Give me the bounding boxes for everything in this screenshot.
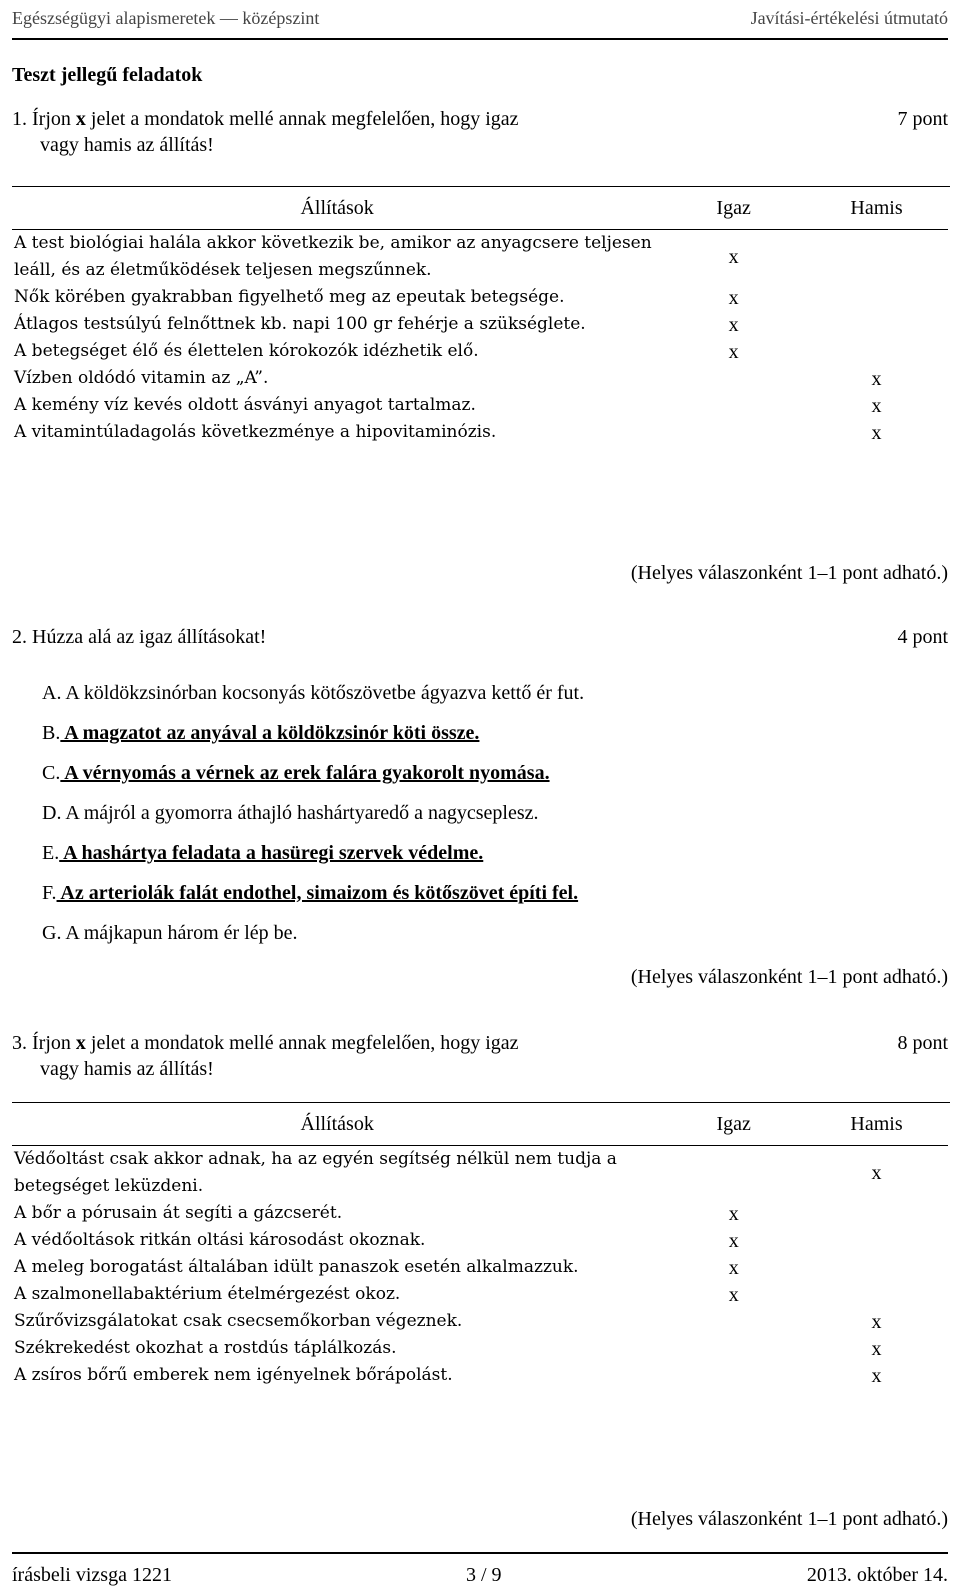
header-statements: Állítások [300,1112,374,1135]
false-mark-cell [805,1227,948,1254]
false-mark-cell [805,1254,948,1281]
option-text: A májról a gyomorra áthajló hashártyaredő a nagycseplesz. [61,802,539,824]
question-1-points: 7 pont [897,108,948,130]
true-mark-cell [662,392,805,419]
statement-cell: Védőoltást csak akkor adnak, ha az egyén segítség nélkül nem tudja a betegséget leküzdeni. [14,1149,617,1196]
statement-cell: A szalmonellabaktérium ételmérgezést okoz. [14,1284,401,1304]
header-false: Hamis [850,197,903,219]
true-mark-cell: x [728,340,739,363]
footer-rule [12,1552,948,1554]
true-mark-cell: x [728,1256,739,1279]
header-true: Igaz [716,197,751,219]
scoring-note-2: (Helyes válaszonként 1–1 pont adható.) [630,966,948,988]
table-row [12,1335,948,1362]
option-letter: G. [42,922,62,944]
footer-exam-id: írásbeli vizsga 1221 [12,1564,172,1586]
answer-option [42,880,584,920]
table-row [12,284,948,311]
option-text: A köldökzsinórban kocsonyás kötőszövetbe ágyazva kettő ér fut. [61,682,585,704]
false-mark-cell [805,230,948,285]
false-mark-cell [805,338,948,365]
statement-cell: Nők körében gyakrabban figyelhető meg az epeutak betegsége. [14,287,565,307]
scoring-note-3: (Helyes válaszonként 1–1 pont adható.) [630,1508,948,1530]
option-text: A májkapun három ér lép be. [61,922,298,944]
false-mark-cell: x [871,367,882,390]
false-mark-cell [805,1281,948,1308]
false-mark-cell [805,311,948,338]
page-header [12,0,948,34]
answer-option [42,720,584,760]
true-mark-cell: x [728,246,739,268]
statement-cell: A zsíros bőrű emberek nem igényelnek bőrápolást. [14,1365,453,1385]
section-title: Teszt jellegű feladatok [12,64,203,86]
table-row [12,392,948,419]
false-mark-cell: x [871,1310,882,1333]
option-text: A vérnyomás a vérnek az erek falára gyakorolt nyomása. [60,762,550,784]
table-row [12,1227,948,1254]
question-3-text: 3. Írjon x jelet a mondatok mellé annak megfelelően, hogy igaz vagy hamis az állítás! [12,1032,519,1080]
table-row [12,338,948,365]
statements-table-1 [12,187,948,446]
true-mark-cell: x [728,1283,739,1306]
option-text: A magzatot az anyával a köldökzsinór köti össze. [60,722,480,744]
option-letter: A. [42,682,62,704]
statement-cell: A kemény víz kevés oldott ásványi anyagot tartalmaz. [14,395,476,415]
false-mark-cell: x [871,1364,882,1387]
table-row [12,419,948,446]
table-header-row [12,1103,948,1146]
false-mark-cell: x [871,1162,882,1184]
table-row [12,1281,948,1308]
option-letter: B. [42,722,61,744]
option-letter: D. [42,802,62,824]
true-mark-cell: x [728,286,739,309]
statement-cell: A meleg borogatást általában idült panaszok esetén alkalmazzuk. [14,1257,579,1277]
option-letter: F. [42,882,57,904]
statement-cell: A védőoltások ritkán oltási károsodást okoznak. [14,1230,426,1250]
footer-page-number: 3 / 9 [466,1564,502,1586]
table-row [12,365,948,392]
header-statements: Állítások [300,196,374,219]
table-header-row [12,187,948,230]
scoring-note-1: (Helyes válaszonként 1–1 pont adható.) [630,562,948,584]
statements-table-2 [12,1103,948,1389]
header-rule [12,38,948,40]
true-mark-cell [662,419,805,446]
question-2-text: 2. Húzza alá az igaz állításokat! [12,626,267,648]
statement-cell: Átlagos testsúlyú felnőttnek kb. napi 100 gr fehérje a szükséglete. [14,314,586,334]
option-letter: C. [42,762,61,784]
table-row [12,1146,948,1201]
header-title: Egészségügyi alapismeretek — középszint [12,8,320,28]
table-row [12,230,948,285]
true-mark-cell [662,1335,805,1362]
answer-options [42,680,584,960]
false-mark-cell: x [871,394,882,417]
false-mark-cell [805,1200,948,1227]
question-3-points: 8 pont [897,1032,948,1054]
true-mark-cell [662,1362,805,1389]
true-mark-cell [662,365,805,392]
statement-cell: A test biológiai halála akkor következik be, amikor az anyagcsere teljesen leáll, és az életműködések teljesen megszűnnek. [14,233,652,280]
table-row [12,1200,948,1227]
false-mark-cell [805,284,948,311]
option-letter: E. [42,842,60,864]
table-row [12,1308,948,1335]
statement-cell: Vízben oldódó vitamin az „A”. [14,368,269,388]
statement-cell: A vitamintúladagolás következménye a hipovitaminózis. [14,422,497,442]
true-mark-cell: x [728,313,739,336]
statement-cell: A bőr a pórusain át segíti a gázcserét. [14,1203,343,1223]
statement-cell: Szűrővizsgálatokat csak csecsemőkorban végeznek. [14,1311,463,1331]
false-mark-cell: x [871,421,882,444]
option-text: Az arteriolák falát endothel, simaizom és kötőszövet építi fel. [56,882,579,904]
header-doc-type: Javítási-értékelési útmutató [750,8,948,28]
question-2-points: 4 pont [897,626,948,648]
header-false: Hamis [850,1113,903,1135]
true-mark-cell: x [728,1229,739,1252]
table-row [12,1362,948,1389]
statement-cell: Székrekedést okozhat a rostdús táplálkozás. [14,1338,397,1358]
answer-option [42,840,584,880]
question-1-text: 1. Írjon x jelet a mondatok mellé annak megfelelően, hogy igaz vagy hamis az állítás! [12,108,519,156]
true-mark-cell: x [728,1202,739,1225]
option-text: A hashártya feladata a hasüregi szervek védelme. [59,842,484,864]
true-mark-cell [662,1146,805,1201]
table-row [12,1254,948,1281]
statement-cell: A betegséget élő és élettelen kórokozók idézhetik elő. [14,341,479,361]
true-mark-cell [662,1308,805,1335]
answer-option [42,800,584,840]
footer-date: 2013. október 14. [806,1564,948,1586]
false-mark-cell: x [871,1337,882,1360]
answer-option [42,760,584,800]
header-true: Igaz [716,1113,751,1135]
answer-option [42,920,584,960]
table-row [12,311,948,338]
answer-option [42,680,584,720]
